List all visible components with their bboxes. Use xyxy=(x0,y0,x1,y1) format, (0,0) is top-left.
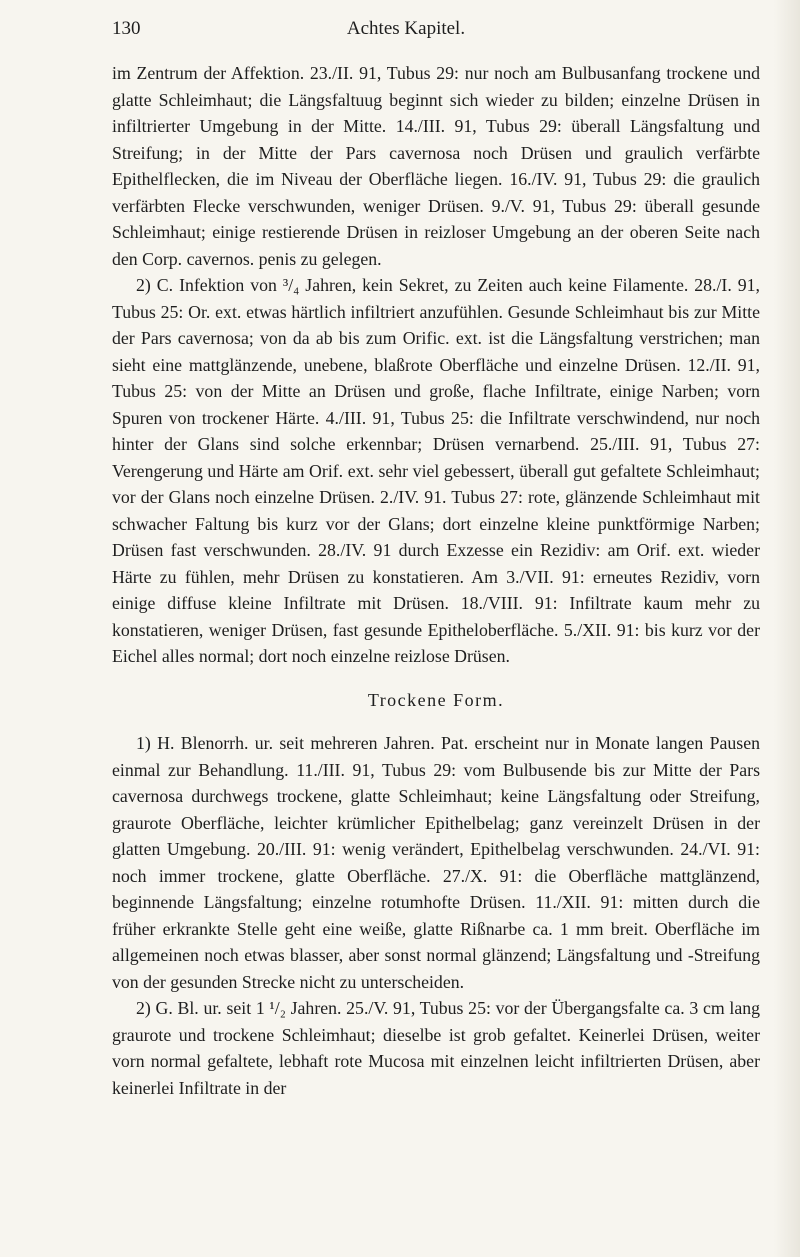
paragraph-continued: im Zentrum der Affektion. 23./II. 91, Tubus 29: nur noch am Bulbusanfang trockene und glatte Schleimhaut; die Längsfaltuug beginnt sich wieder zu bilden; einzelne Drüsen in infiltrierter Umgebung in der Mitte. 14./III. 91, Tubus 29: überall Längsfaltung und Streifung; in der Mitte der Pars cavernosa noch Drüsen und graulich verfärbte Epithelflecken, die im Niveau der Oberfläche liegen. 16./IV. 91, Tubus 29: die graulich verfärbten Flecke verschwunden, weniger Drüsen. 9./V. 91, Tubus 29: überall gesunde Schleimhaut; einige restierende Drüsen in reizloser Umgebung an der oberen Seite nach den Corp. cavernos. penis zu gelegen. xyxy=(112,63,760,269)
page-body xyxy=(112,60,760,1101)
section-heading: Trockene Form. xyxy=(367,689,505,710)
paragraph-dry-case-2: 2) G. Bl. ur. seit 1 ¹/₂ Jahren. 25./V. 91, Tubus 25: vor der Übergangsfalte ca. 3 cm lang graurote und trockene Schleimhaut; dieselbe ist grob gefaltet. Keinerlei Drüsen, weiter vorn normal gefaltete, lebhaft rote Mucosa mit einzelnen leicht infiltrierten Drüsen, aber keinerlei Infiltrate in der xyxy=(112,998,760,1098)
running-title: Achtes Kapitel. xyxy=(346,18,466,39)
page-header xyxy=(112,14,740,44)
paragraph-dry-case-1: 1) H. Blenorrh. ur. seit mehreren Jahren. Pat. erscheint nur in Monate langen Pausen einmal zur Behandlung. 11./III. 91, Tubus 29: vom Bulbusende bis zur Mitte der Pars cavernosa durchwegs trockene, glatte Schleimhaut; keine Längsfaltung oder Streifung, graurote Oberfläche, leichter krümlicher Epithelbelag; ganz vereinzelt Drüsen in der glatten Umgebung. 20./III. 91: wenig verändert, Epithelbelag verschwunden. 24./VI. 91: noch immer trockene, glatte Oberfläche. 27./X. 91: die Oberfläche mattglänzend, beginnende Längsfaltung; einzelne rotumhofte Drüsen. 11./XII. 91: mitten durch die früher erkrankte Stelle geht eine weiße, glatte Rißnarbe ca. 1 mm breit. Oberfläche im allgemeinen noch etwas blasser, aber sonst normal glänzend; Längsfaltung und -Streifung von der gesunden Strecke nicht zu unterscheiden. xyxy=(112,733,760,992)
paragraph-case-2: 2) C. Infektion von ³/₄ Jahren, kein Sekret, zu Zeiten auch keine Filamente. 28./I. 91, Tubus 25: Or. ext. etwas härtlich infiltriert anzufühlen. Gesunde Schleimhaut bis zur Mitte der Pars cavernosa; von da ab bis zum Orific. ext. ist die Längsfaltung verstrichen; man sieht eine mattglänzende, unebene, blaßrote Oberfläche und einzelne Drüsen. 12./II. 91, Tubus 25: von der Mitte an Drüsen und große, flache Infiltrate, einige Narben; vorn Spuren von trockener Härte. 4./III. 91, Tubus 25: die Infiltrate verschwindend, nur noch hinter der Glans sind solche erkennbar; Drüsen vernarbend. 25./III. 91, Tubus 27: Verengerung und Härte am Orif. ext. sehr viel gebessert, überall gut gefaltete Schleimhaut; vor der Glans noch einzelne Drüsen. 2./IV. 91. Tubus 27: rote, glänzende Schleimhaut mit schwacher Faltung bis kurz vor der Glans; dort einzelne kleine punktförmige Narben; Drüsen fast verschwunden. 28./IV. 91 durch Exzesse ein Rezidiv: am Orif. ext. wieder Härte zu fühlen, mehr Drüsen zu konstatieren. Am 3./VII. 91: erneutes Rezidiv, vorn einige diffuse kleine Infiltrate mit Drüsen. 18./VIII. 91: Infiltrate kaum mehr zu konstatieren, weniger Drüsen, fast gesunde Epitheloberfläche. 5./XII. 91: bis kurz vor der Eichel alles normal; dort noch einzelne reizlose Drüsen. xyxy=(112,275,760,666)
page-edge-shadow xyxy=(774,0,800,1257)
page-number: 130 xyxy=(112,18,141,39)
